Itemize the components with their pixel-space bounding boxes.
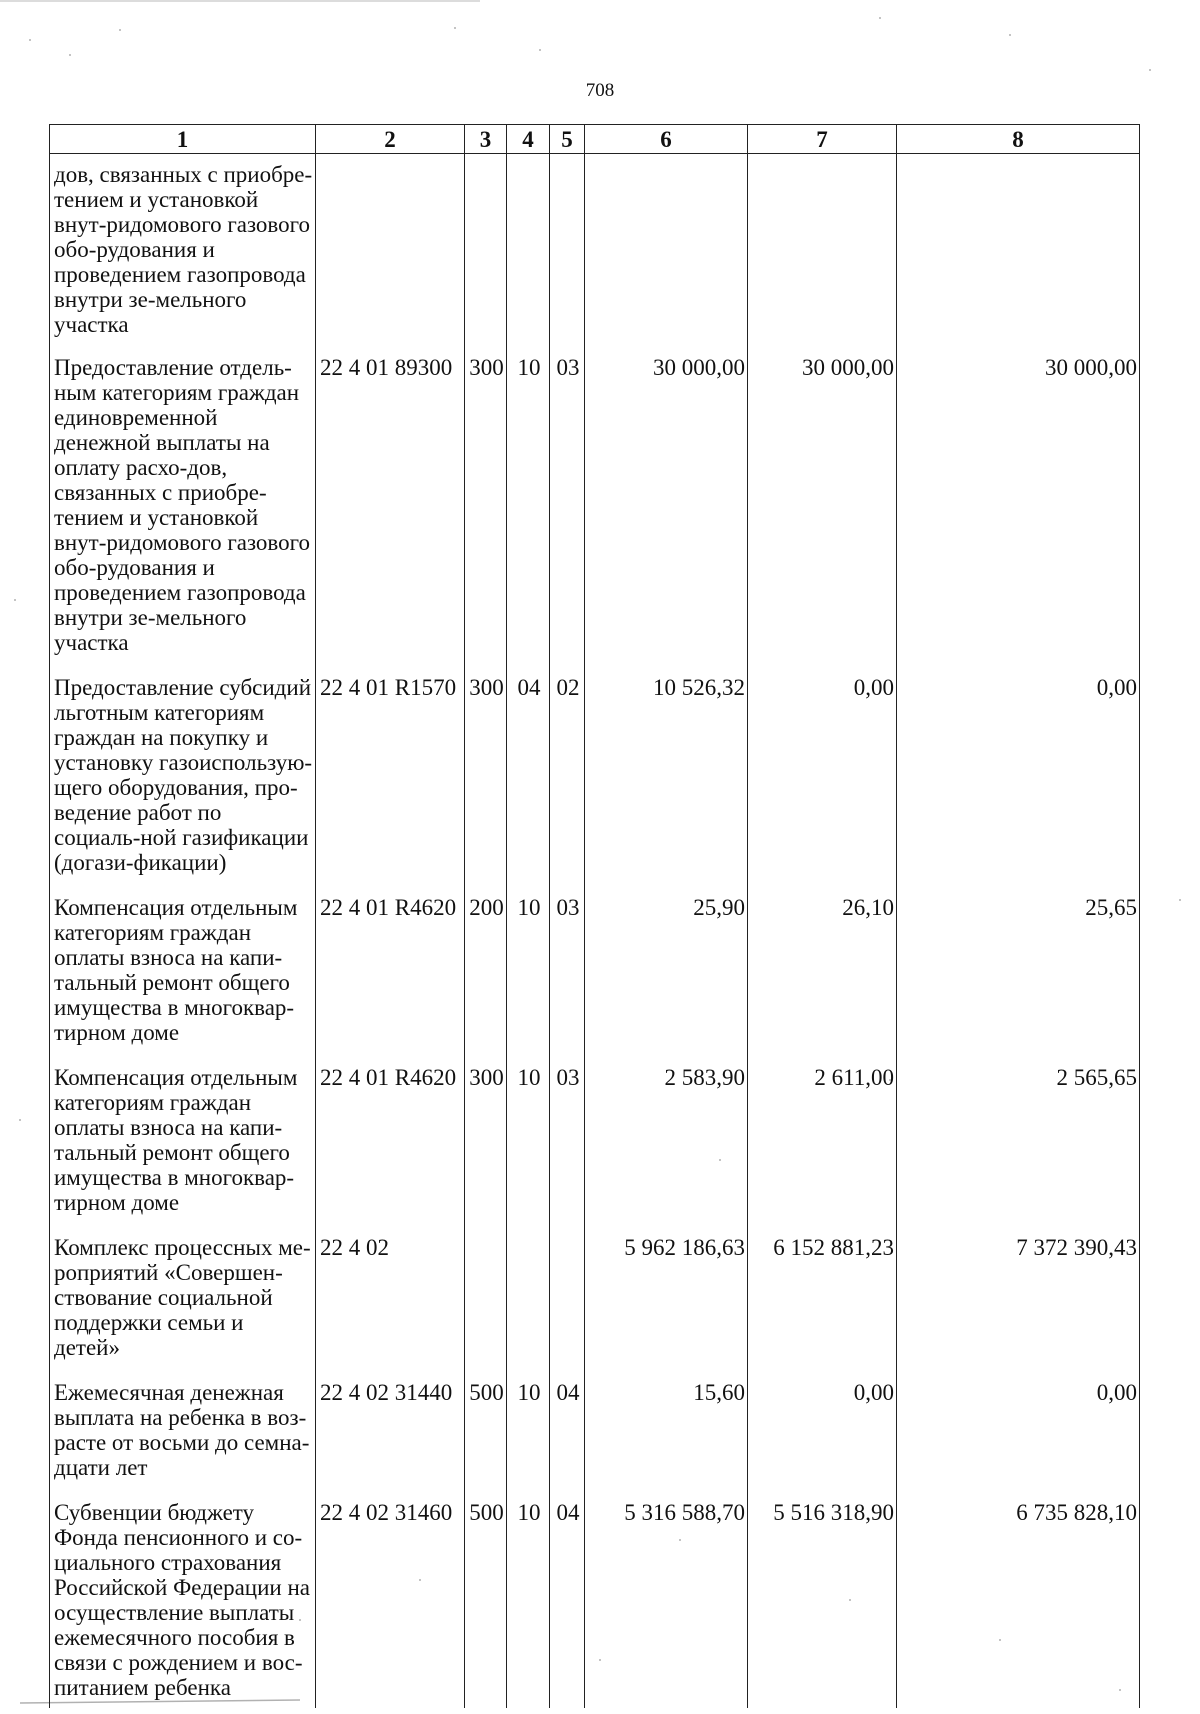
row-col3: 300 [465,337,507,657]
row-value-8 [897,154,1140,338]
row-value-8: 2 565,65 [897,1047,1140,1217]
row-name: Комплекс процессных ме-роприятий «Совершен-ствование социальной поддержки семьи и детей» [50,1217,316,1362]
row-col4: 10 [507,1362,550,1482]
row-col5: 02 [550,657,585,877]
row-value-8: 30 000,00 [897,337,1140,657]
row-code: 22 4 01 R4620 [316,1047,465,1217]
row-col5 [550,154,585,338]
table-row [50,154,1140,338]
row-value-7: 0,00 [748,657,897,877]
row-col4: 04 [507,657,550,877]
column-header-8: 8 [897,125,1140,154]
row-col5: 04 [550,1362,585,1482]
row-code: 22 4 01 89300 [316,337,465,657]
row-col5: 03 [550,337,585,657]
row-value-8: 7 372 390,43 [897,1217,1140,1362]
row-col4 [507,1217,550,1362]
row-col4 [507,154,550,338]
row-value-6 [585,154,748,338]
row-name: дов, связанных с приобре-тением и установкой внут-ридомового газового обо-рудования и проведением газопровода внутри зе-мельного участка [50,154,316,338]
row-value-8: 25,65 [897,877,1140,1047]
row-code: 22 4 01 R4620 [316,877,465,1047]
row-value-8: 0,00 [897,1362,1140,1482]
row-col5: 04 [550,1482,585,1708]
row-value-8: 0,00 [897,657,1140,877]
table-row [50,657,1140,877]
row-value-6: 10 526,32 [585,657,748,877]
table-row [50,1047,1140,1217]
row-value-7: 5 516 318,90 [748,1482,897,1708]
row-value-6: 5 962 186,63 [585,1217,748,1362]
table-row [50,1482,1140,1708]
table-row [50,1217,1140,1362]
row-value-7: 6 152 881,23 [748,1217,897,1362]
row-col3 [465,154,507,338]
row-col3: 300 [465,657,507,877]
row-code: 22 4 02 31440 [316,1362,465,1482]
row-name: Предоставление отдель-ным категориям граждан единовременной денежной выплаты на оплату расхо-дов, связанных с приобре-тением и установкой внут-ридомового газового обо-рудования и проведением газопровода внутри зе-мельного участка [50,337,316,657]
row-code: 22 4 02 31460 [316,1482,465,1708]
row-name: Компенсация отдельным категориям граждан оплаты взноса на капи-тальный ремонт общего имущества в многоквар-тирном доме [50,1047,316,1217]
table-header-row [50,125,1140,154]
row-name: Предоставление субсидий льготным категориям граждан на покупку и установку газоиспользую-щего оборудования, про-ведение работ по социаль-ной газификации (догази-фикации) [50,657,316,877]
row-name: Компенсация отдельным категориям граждан оплаты взноса на капи-тальный ремонт общего имущества в многоквар-тирном доме [50,877,316,1047]
row-code: 22 4 01 R1570 [316,657,465,877]
table-row [50,337,1140,657]
column-header-2: 2 [316,125,465,154]
row-value-6: 2 583,90 [585,1047,748,1217]
row-col4: 10 [507,337,550,657]
row-col3 [465,1217,507,1362]
column-header-5: 5 [550,125,585,154]
row-value-7: 26,10 [748,877,897,1047]
row-value-6: 15,60 [585,1362,748,1482]
row-col3: 500 [465,1362,507,1482]
row-value-7: 30 000,00 [748,337,897,657]
page-number: 708 [585,80,615,101]
budget-table [49,124,1140,1708]
column-header-6: 6 [585,125,748,154]
row-col4: 10 [507,1482,550,1708]
row-value-6: 30 000,00 [585,337,748,657]
row-code [316,154,465,338]
row-col5 [550,1217,585,1362]
row-value-7 [748,154,897,338]
row-code: 22 4 02 [316,1217,465,1362]
row-name: Субвенции бюджету Фонда пенсионного и со-циального страхования Российской Федерации на осуществление выплаты ежемесячного пособия в связи с рождением и вос-питанием ребенка [50,1482,316,1708]
row-col5: 03 [550,877,585,1047]
column-header-3: 3 [465,125,507,154]
row-col3: 300 [465,1047,507,1217]
row-value-6: 25,90 [585,877,748,1047]
row-col4: 10 [507,877,550,1047]
row-name: Ежемесячная денежная выплата на ребенка в воз-расте от восьми до семна-дцати лет [50,1362,316,1482]
row-col3: 200 [465,877,507,1047]
table-row [50,1362,1140,1482]
row-col3: 500 [465,1482,507,1708]
row-value-7: 0,00 [748,1362,897,1482]
row-value-6: 5 316 588,70 [585,1482,748,1708]
row-value-8: 6 735 828,10 [897,1482,1140,1708]
row-col4: 10 [507,1047,550,1217]
column-header-1: 1 [50,125,316,154]
column-header-4: 4 [507,125,550,154]
row-value-7: 2 611,00 [748,1047,897,1217]
column-header-7: 7 [748,125,897,154]
table-row [50,877,1140,1047]
row-col5: 03 [550,1047,585,1217]
